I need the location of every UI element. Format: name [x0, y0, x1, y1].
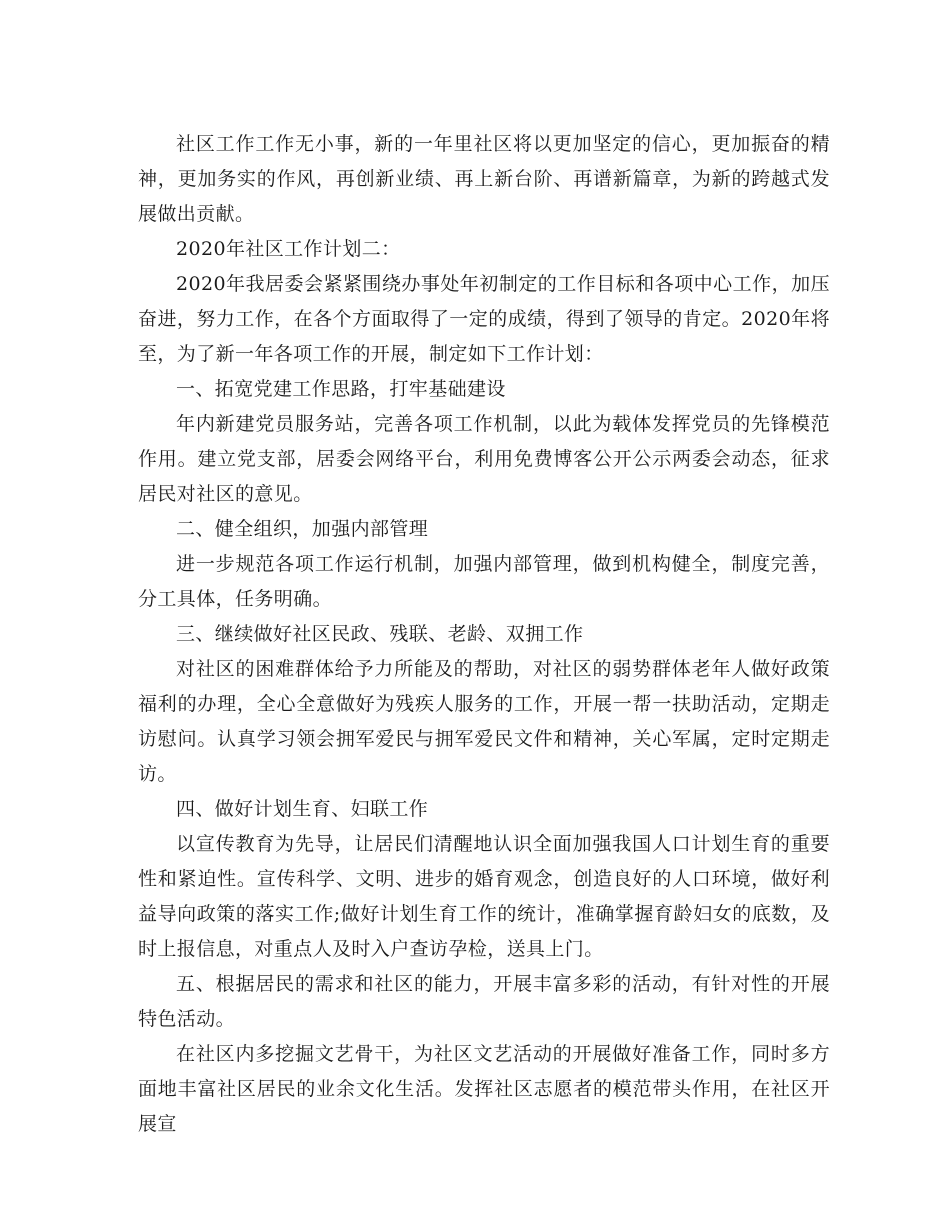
plan-two-title: 2020年社区工作计划二： — [176, 238, 401, 260]
paragraph-intro: 2020年我居委会紧紧围绕办事处年初制定的工作目标和各项中心工作，加压奋进，努力工作，在各个方面取得了一定的成绩，得到了领导的肯定。2020年将至，为了新一年各项工作的开展，制定如下工作计划： — [138, 273, 830, 365]
section-body-1: 年内新建党员服务站，完善各项工作机制，以此为载体发挥党员的先锋模范作用。建立党支部，居委会网络平台，利用免费博客公开公示两委会动态，征求居民对社区的意见。 — [138, 413, 830, 505]
section-heading-2: 二、健全组织，加强内部管理 — [176, 518, 429, 540]
section-body-3: 对社区的困难群体给予力所能及的帮助，对社区的弱势群体老年人做好政策福利的办理，全心全意做好为残疾人服务的工作，开展一帮一扶助活动，定期走访慰问。认真学习领会拥军爱民与拥军爱民文件和精神，关心军属，定时定期走访。 — [138, 658, 830, 785]
section-heading-5: 五、根据居民的需求和社区的能力，开展丰富多彩的活动，有针对性的开展特色活动。 — [138, 973, 830, 1030]
section-heading-1: 一、拓宽党建工作思路，打牢基础建设 — [176, 378, 506, 400]
paragraph-closing: 社区工作工作无小事，新的一年里社区将以更加坚定的信心，更加振奋的精神，更加务实的作风，再创新业绩、再上新台阶、再谱新篇章，为新的跨越式发展做出贡献。 — [138, 133, 830, 225]
section-body-4: 以宣传教育为先导，让居民们清醒地认识全面加强我国人口计划生育的重要性和紧迫性。宣传科学、文明、进步的婚育观念，创造良好的人口环境，做好利益导向政策的落实工作;做好计划生育工作的统计，准确掌握育龄妇女的底数，及时上报信息，对重点人及时入户查访孕检，送具上门。 — [138, 833, 830, 960]
section-heading-3: 三、继续做好社区民政、残联、老龄、双拥工作 — [176, 623, 584, 645]
section-heading-4: 四、做好计划生育、妇联工作 — [176, 798, 429, 820]
section-body-2: 进一步规范各项工作运行机制，加强内部管理，做到机构健全，制度完善，分工具体，任务明确。 — [138, 553, 830, 610]
section-body-5: 在社区内多挖掘文艺骨干，为社区文艺活动的开展做好准备工作，同时多方面地丰富社区居民的业余文化生活。发挥社区志愿者的模范带头作用，在社区开展宣 — [138, 1043, 830, 1135]
